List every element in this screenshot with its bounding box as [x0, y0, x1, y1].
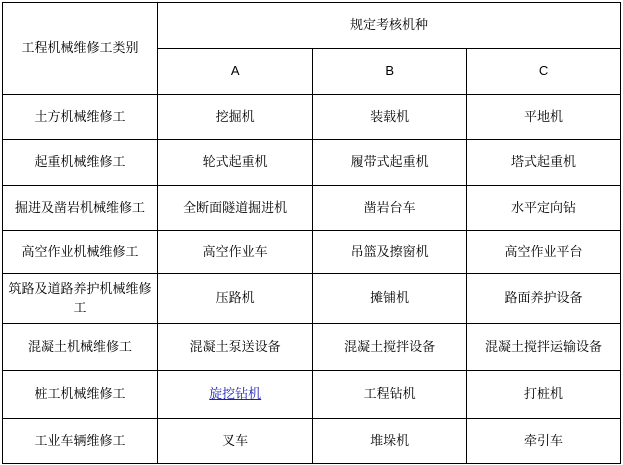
category-cell: 筑路及道路养护机械维修工: [3, 274, 158, 324]
machine-cell-c: 路面养护设备: [467, 274, 621, 324]
machine-cell-b: 装载机: [313, 95, 467, 140]
machine-cell-c: 打桩机: [467, 371, 621, 419]
table-row: [3, 419, 621, 464]
table-row: [3, 186, 621, 231]
category-cell: 工业车辆维修工: [3, 419, 158, 464]
category-cell: 起重机械维修工: [3, 140, 158, 186]
category-cell: 混凝土机械维修工: [3, 324, 158, 371]
machine-cell-c: 高空作业平台: [467, 231, 621, 274]
table-row: [3, 324, 621, 371]
machine-cell-b: 吊篮及擦窗机: [313, 231, 467, 274]
machine-cell-c: 混凝土搅拌运输设备: [467, 324, 621, 371]
machine-cell-a: [158, 371, 313, 419]
machine-cell-b: 工程钻机: [313, 371, 467, 419]
maintenance-worker-exam-table: [2, 2, 621, 464]
machine-cell-a: 挖掘机: [158, 95, 313, 140]
column-header-a: A: [158, 49, 313, 95]
machine-cell-c: 水平定向钻: [467, 186, 621, 231]
machine-cell-b: 混凝土搅拌设备: [313, 324, 467, 371]
machine-cell-a: 叉车: [158, 419, 313, 464]
machine-cell-a: 混凝土泵送设备: [158, 324, 313, 371]
category-cell: 桩工机械维修工: [3, 371, 158, 419]
table-row: [3, 231, 621, 274]
machine-cell-b: 凿岩台车: [313, 186, 467, 231]
machine-cell-a: 压路机: [158, 274, 313, 324]
category-cell: 土方机械维修工: [3, 95, 158, 140]
category-header-cell: 工程机械维修工类别: [3, 3, 158, 95]
exam-types-header-cell: 规定考核机种: [158, 3, 621, 49]
machine-cell-b: 堆垛机: [313, 419, 467, 464]
table-row: [3, 140, 621, 186]
machine-cell-c: 牵引车: [467, 419, 621, 464]
category-cell: 掘进及凿岩机械维修工: [3, 186, 158, 231]
table-row: [3, 95, 621, 140]
header-row-1: [3, 3, 621, 49]
machine-cell-a: 轮式起重机: [158, 140, 313, 186]
column-header-c: C: [467, 49, 621, 95]
machine-cell-a: 全断面隧道掘进机: [158, 186, 313, 231]
column-header-b: B: [313, 49, 467, 95]
machine-cell-b: 履带式起重机: [313, 140, 467, 186]
rotary-drilling-rig-link[interactable]: 旋挖钻机: [209, 386, 262, 402]
table-row: [3, 371, 621, 419]
machine-cell-b: 摊铺机: [313, 274, 467, 324]
machine-cell-c: 平地机: [467, 95, 621, 140]
category-cell: 高空作业机械维修工: [3, 231, 158, 274]
machine-cell-c: 塔式起重机: [467, 140, 621, 186]
machine-cell-a: 高空作业车: [158, 231, 313, 274]
table-row: [3, 274, 621, 324]
